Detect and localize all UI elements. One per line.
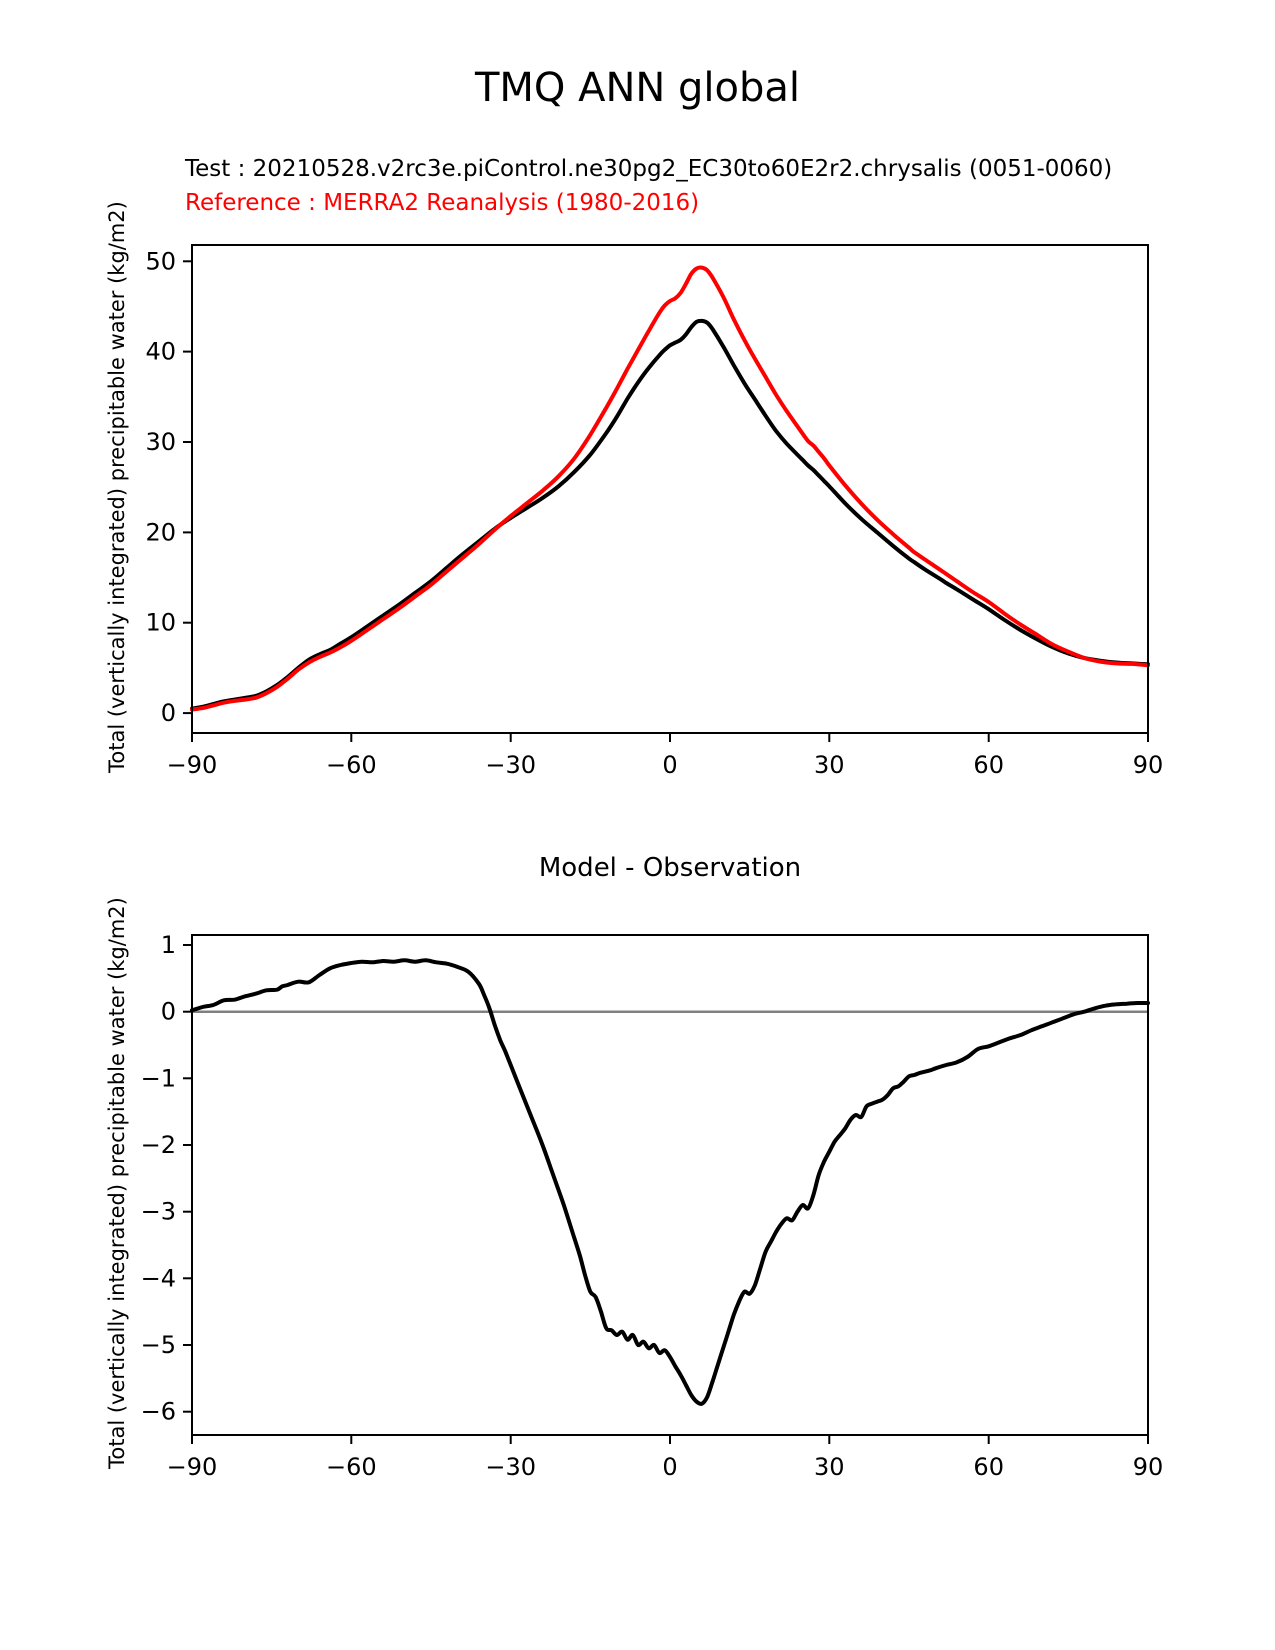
top-y-axis-label: Total (vertically integrated) precipitable water (kg/m2) [105,201,129,773]
svg-text:−4: −4 [140,1264,176,1293]
svg-text:−60: −60 [325,1453,377,1481]
svg-text:−1: −1 [140,1064,176,1093]
bottom-chart-title: Model - Observation [538,853,802,883]
svg-text:−90: −90 [166,1453,218,1481]
svg-text:60: 60 [973,1453,1004,1481]
svg-text:50: 50 [145,247,176,276]
svg-text:20: 20 [145,518,176,547]
svg-text:−60: −60 [325,751,377,779]
svg-text:30: 30 [814,1453,845,1481]
svg-text:−6: −6 [140,1397,176,1426]
svg-text:−3: −3 [140,1197,176,1226]
svg-text:30: 30 [145,428,176,456]
svg-text:0: 0 [160,997,176,1026]
svg-text:0: 0 [662,1453,678,1481]
test-run-label: Test : 20210528.v2rc3e.piControl.ne30pg2_EC30to60E2r2.chrysalis (0051-0060) [185,156,1113,182]
reference-run-label: Reference : MERRA2 Reanalysis (1980-2016) [185,190,700,216]
svg-text:−30: −30 [485,1453,537,1481]
svg-text:90: 90 [1132,751,1164,779]
svg-text:1: 1 [160,931,176,959]
svg-text:40: 40 [145,337,176,366]
svg-text:−5: −5 [140,1331,176,1359]
bottom-y-axis-label: Total (vertically integrated) precipitable water (kg/m2) [105,897,129,1469]
svg-text:10: 10 [145,608,176,637]
svg-text:0: 0 [160,699,176,728]
svg-text:−30: −30 [485,751,537,779]
svg-text:−90: −90 [166,751,218,779]
svg-text:30: 30 [814,751,845,779]
figure-title: TMQ ANN global [474,65,801,111]
svg-text:90: 90 [1132,1453,1164,1481]
svg-text:60: 60 [973,751,1004,779]
svg-text:0: 0 [662,751,678,779]
svg-text:−2: −2 [140,1131,176,1159]
